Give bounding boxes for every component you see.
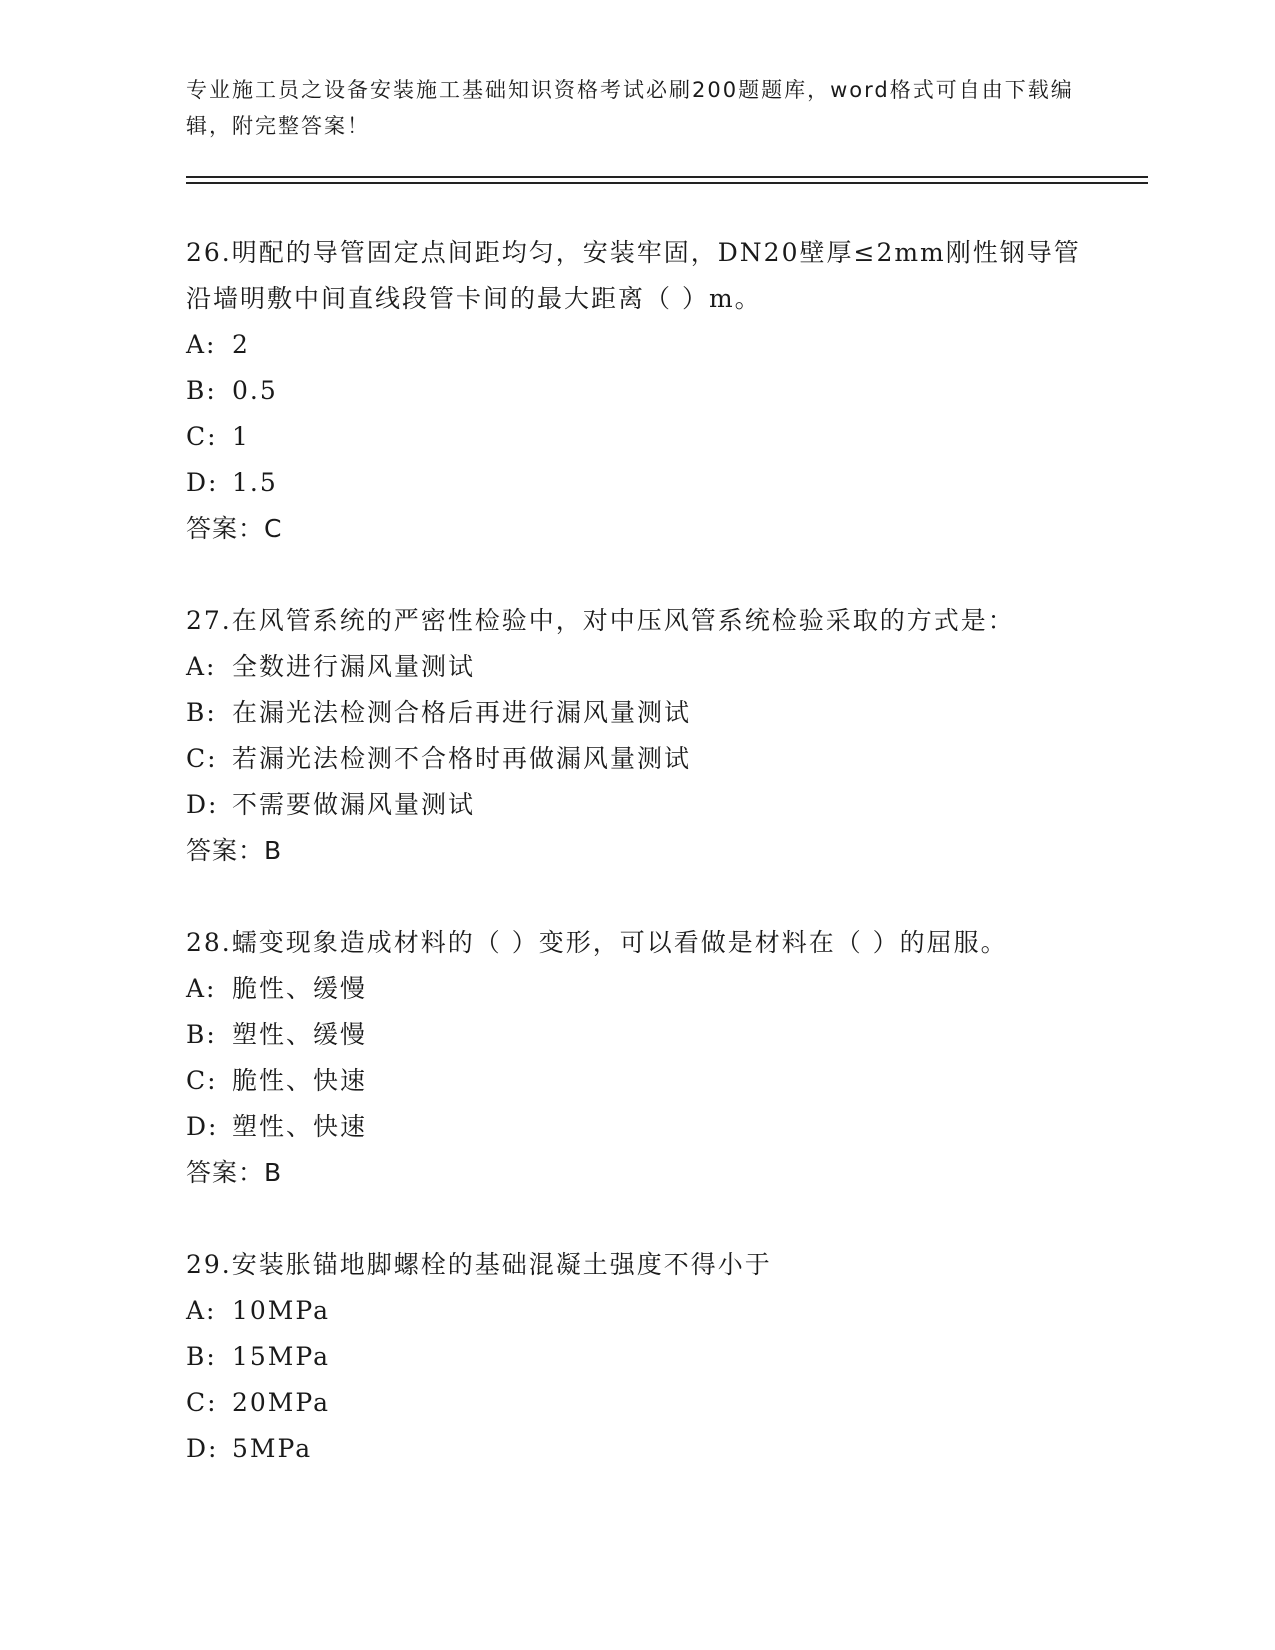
option-label: D: (186, 1434, 219, 1463)
option-label: C: (186, 1388, 218, 1417)
question-26 (186, 230, 1106, 552)
option-text: 全数进行漏风量测试 (232, 652, 476, 681)
option-a (186, 322, 1106, 368)
option-text: 0.5 (232, 376, 278, 405)
answer-line: 答案：B (186, 1158, 283, 1187)
option-label: A: (186, 974, 217, 1003)
option-d (186, 1426, 1106, 1472)
question-stem: 28.蠕变现象造成材料的（ ）变形，可以看做是材料在（ ）的屈服。 (186, 928, 1008, 957)
option-c (186, 1058, 1106, 1104)
answer-line: 答案：B (186, 836, 283, 865)
option-text: 15MPa (232, 1342, 331, 1371)
option-text: 5MPa (232, 1434, 313, 1463)
question-stem: 27.在风管系统的严密性检验中，对中压风管系统检验采取的方式是： (186, 606, 1015, 635)
answer-line: 答案：C (186, 514, 283, 543)
option-label: D: (186, 1112, 219, 1141)
option-c (186, 414, 1106, 460)
option-label: C: (186, 744, 218, 773)
option-d (186, 782, 1106, 828)
option-a (186, 644, 1106, 690)
question-28 (186, 920, 1106, 1196)
option-d (186, 460, 1106, 506)
option-text: 塑性、缓慢 (232, 1020, 368, 1049)
option-a (186, 1288, 1106, 1334)
option-label: B: (186, 1020, 217, 1049)
option-b (186, 1012, 1106, 1058)
option-text: 脆性、缓慢 (232, 974, 368, 1003)
option-text: 2 (232, 330, 250, 359)
option-text: 塑性、快速 (232, 1112, 368, 1141)
option-label: B: (186, 376, 217, 405)
option-c (186, 736, 1106, 782)
option-d (186, 1104, 1106, 1150)
option-label: A: (186, 652, 217, 681)
option-label: D: (186, 790, 219, 819)
option-label: C: (186, 422, 218, 451)
question-27 (186, 598, 1106, 874)
option-b (186, 368, 1106, 414)
option-b (186, 1334, 1106, 1380)
question-list (186, 230, 1106, 1518)
question-stem: 29.安装胀锚地脚螺栓的基础混凝土强度不得小于 (186, 1250, 772, 1279)
option-c (186, 1380, 1106, 1426)
option-label: B: (186, 1342, 217, 1371)
option-text: 20MPa (232, 1388, 331, 1417)
option-label: D: (186, 468, 219, 497)
option-label: A: (186, 1296, 217, 1325)
option-text: 在漏光法检测合格后再进行漏风量测试 (232, 698, 692, 727)
option-text: 10MPa (232, 1296, 331, 1325)
option-text: 若漏光法检测不合格时再做漏风量测试 (232, 744, 692, 773)
header-divider-bottom (186, 182, 1148, 184)
option-text: 1.5 (232, 468, 278, 497)
option-label: A: (186, 330, 217, 359)
option-text: 1 (232, 422, 250, 451)
option-b (186, 690, 1106, 736)
document-title: 专业施工员之设备安装施工基础知识资格考试必刷200题题库，word格式可自由下载编辑，附完整答案！ (186, 78, 1074, 138)
option-label: B: (186, 698, 217, 727)
question-29 (186, 1242, 1106, 1472)
option-text: 不需要做漏风量测试 (232, 790, 476, 819)
header-divider-top (186, 176, 1148, 178)
option-a (186, 966, 1106, 1012)
option-label: C: (186, 1066, 218, 1095)
option-text: 脆性、快速 (232, 1066, 368, 1095)
question-stem: 26.明配的导管固定点间距均匀，安装牢固，DN20壁厚≤2mm刚性钢导管沿墙明敷中间直线段管卡间的最大距离（ ）m。 (186, 238, 1081, 313)
